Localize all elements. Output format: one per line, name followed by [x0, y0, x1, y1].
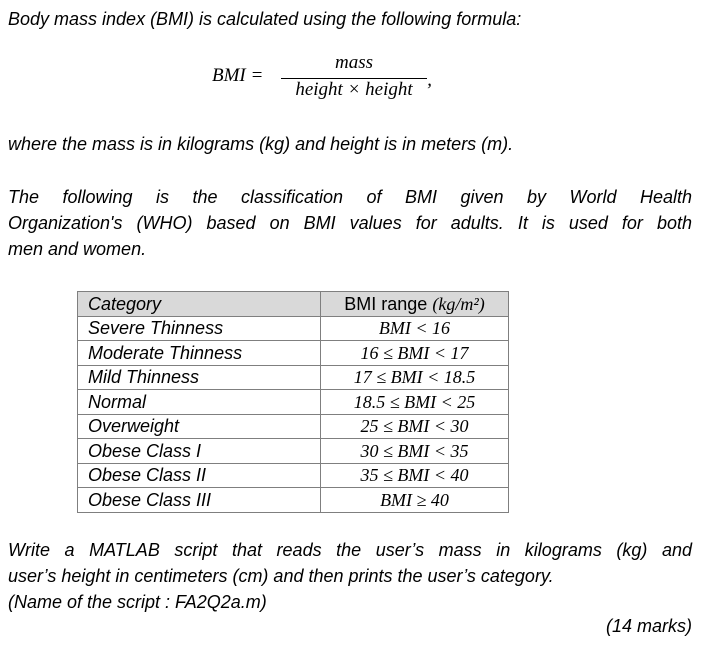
table-row: [78, 390, 509, 415]
row-bmi-range: 16 ≤ BMI < 17: [321, 341, 509, 366]
table-header-row: [78, 292, 509, 317]
task-line-3: (Name of the script : FA2Q2a.m): [8, 592, 267, 612]
classification-paragraph: [8, 184, 692, 262]
header-range-unit: (kg/m²): [432, 293, 485, 314]
header-range-label: BMI range: [344, 293, 428, 314]
task-line-2: user’s height in centimeters (cm) and then prints the user’s category.: [8, 566, 554, 586]
row-bmi-range: 30 ≤ BMI < 35: [321, 439, 509, 464]
marks-label: (14 marks): [605, 616, 692, 636]
row-category: Severe Thinness: [78, 316, 321, 341]
table-row: [78, 341, 509, 366]
row-bmi-range: 17 ≤ BMI < 18.5: [321, 365, 509, 390]
table-row: [78, 463, 509, 488]
formula-lhs: BMI =: [212, 65, 264, 86]
row-category: Obese Class II: [78, 463, 321, 488]
units-note: where the mass is in kilograms (kg) and height is in meters (m).: [8, 134, 514, 154]
row-bmi-range: 25 ≤ BMI < 30: [321, 414, 509, 439]
classification-line-1: The following is the classification of BMI given by World Health: [8, 187, 692, 207]
row-bmi-range: 18.5 ≤ BMI < 25: [321, 390, 509, 415]
formula-trailing-mark: ’: [425, 80, 432, 101]
intro-text: Body mass index (BMI) is calculated using the following formula:: [8, 9, 522, 29]
row-category: Overweight: [78, 414, 321, 439]
row-category: Moderate Thinness: [78, 341, 321, 366]
header-category: Category: [78, 292, 321, 317]
classification-line-3: men and women.: [8, 239, 147, 259]
table-row: [78, 365, 509, 390]
row-bmi-range: BMI ≥ 40: [321, 488, 509, 513]
row-bmi-range: 35 ≤ BMI < 40: [321, 463, 509, 488]
classification-line-2: Organization's (WHO) based on BMI values for adults. It is used for both: [8, 213, 692, 233]
row-category: Obese Class III: [78, 488, 321, 513]
row-category: Normal: [78, 390, 321, 415]
bmi-classification-table: [77, 291, 509, 513]
table-row: [78, 488, 509, 513]
bmi-formula: [212, 52, 452, 104]
header-range: [321, 292, 509, 317]
table-row: [78, 414, 509, 439]
table-row: [78, 316, 509, 341]
table-row: [78, 439, 509, 464]
task-line-1: Write a MATLAB script that reads the user’s mass in kilograms (kg) and: [8, 540, 692, 560]
formula-denominator: height × height: [295, 79, 413, 100]
task-paragraph: [8, 537, 692, 615]
row-category: Obese Class I: [78, 439, 321, 464]
row-bmi-range: BMI < 16: [321, 316, 509, 341]
formula-numerator: mass: [334, 52, 373, 73]
row-category: Mild Thinness: [78, 365, 321, 390]
